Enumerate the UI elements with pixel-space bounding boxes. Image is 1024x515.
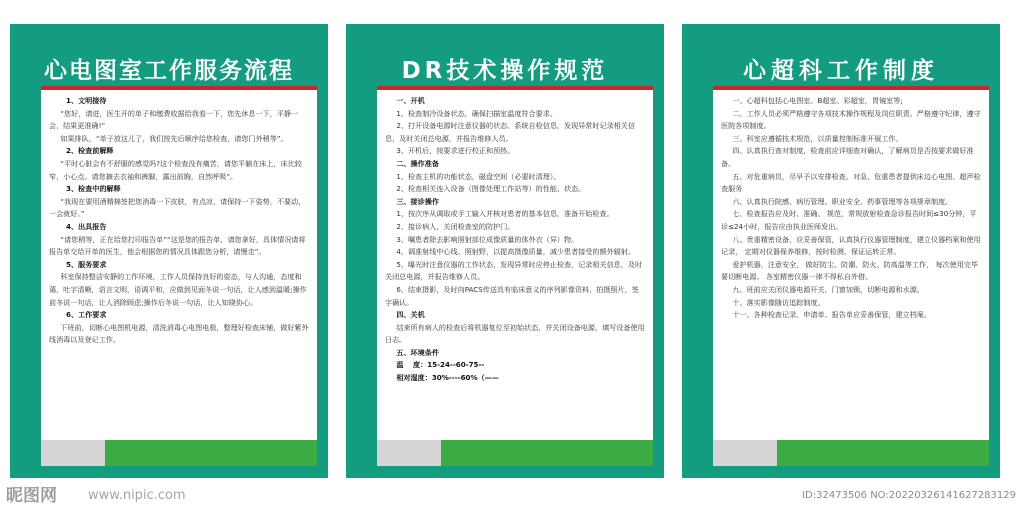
- paragraph: 4、调准射线中心线、照射野，以提高摄像质量，减少患者接受的额外辐射。: [396, 247, 635, 257]
- paragraph: “请您稍等，正在给您打印报告单”“这是您的报告单，请您拿好，具体情况请将报告单交给开单的医生，他会根据您的情况具体跟您分析，请慢走”。: [49, 234, 306, 257]
- footer-green-block: [441, 440, 653, 466]
- paragraph: 五、对危重病员，尽早予以安排检查。对急、危重患者提供床边心电图、超声检查服务: [721, 171, 981, 194]
- footer-green-block: [105, 440, 317, 466]
- paragraph: 下班前，切断心电图机电源，清洗消毒心电图电极，整理好检查床铺，做好紫外线消毒以及登记工作。: [49, 322, 309, 345]
- paragraph: 七、检查报告应及时、准确、 规范，常规放射检查急诊报告时间≤30分钟，平诊≤24小时，报告应由执业医师发出。: [721, 209, 977, 231]
- panel-body: [377, 90, 653, 385]
- section-heading: 四、关机: [396, 310, 425, 320]
- section-heading: 6、工作要求: [66, 310, 107, 320]
- paragraph: “您好，请进，医生开的单子和缴费收据给我看一下，您先休息一下，平静一会，结果更准确!”: [49, 108, 299, 131]
- paragraph: “我现在要用酒精棉签把您消毒一下皮肤，有点凉，请保持一下姿势，不要动，一会就好。”: [49, 196, 306, 219]
- content-card: [41, 86, 317, 466]
- watermark-id: ID:32473506 NO:20220326141627283129: [802, 490, 1016, 501]
- watermark-url: www.nipic.com: [88, 488, 186, 503]
- card-footer: [41, 440, 317, 466]
- paragraph: 如果排队，“单子放这儿了，我们按先后顺序给您检查，请您门外稍等”。: [60, 133, 288, 143]
- card-footer: [377, 440, 653, 466]
- footer-green-block: [777, 440, 989, 466]
- paragraph: 爱护机器，注意安全， 做好防尘、防潮、防火、防高温等工作， 每次使用完毕要切断电源。 各室精密仪器一律不得私自外借。: [721, 259, 979, 282]
- section-heading: 温 度：15-24--60-75--: [396, 360, 485, 370]
- paragraph: 2、接诊病人，关闭检查室的防护门。: [396, 221, 515, 231]
- paragraph: 九、班前应关闭仪器电源开关，门窗加锁，切断电源和水源。: [732, 284, 924, 294]
- paragraph: 六、认真执行院感、病历管理、职业安全、药事管理等各项规章制度。: [732, 196, 953, 206]
- paragraph: 1、检查主机的功能状态，磁盘空间（必要时清理）。: [396, 171, 561, 181]
- paragraph: 1、检查制冷设备状态，确保扫描室温度符合要求。: [396, 108, 557, 118]
- footer-gray-block: [713, 440, 777, 466]
- paragraph: 四、认真执行查对制度，检查前应详细查对确认，了解病员是否按要求做好准备。: [721, 146, 974, 168]
- section-heading: 3、检查中的解释: [66, 184, 121, 194]
- section-heading: 一、开机: [396, 96, 425, 105]
- card-footer: [713, 440, 989, 466]
- section-heading: 5、服务要求: [66, 259, 107, 269]
- footer-gray-block: [41, 440, 105, 466]
- footer-gray-block: [377, 440, 441, 466]
- paragraph: 十、落实影像随访追踪制度。: [732, 297, 825, 307]
- section-heading: 相对湿度：30%----60%（——: [396, 373, 499, 383]
- watermark-logo: 昵图网: [6, 486, 57, 506]
- panel-ecg: [10, 24, 328, 478]
- paragraph: “平时心脏会有不舒服的感觉吗?这个检查没有痛苦，请您平躺在床上，床比较窄，小心点。请您摘去衣袖和裤脚，露出前胸，自然呼吸”。: [49, 158, 302, 181]
- panel-body: [713, 90, 989, 322]
- paragraph: 5、曝光时注意仪器的工作状态，发现异常时应停止检查，记录相关信息，及时关闭总电源，并报告维修人员。: [385, 259, 643, 282]
- section-heading: 二、操作准备: [396, 158, 439, 168]
- paragraph: 2、检查相关连入设备（图像处理工作站等）的性能、状态。: [396, 184, 586, 194]
- paragraph: 八、贵重精密设备，应妥善保管，认真执行仪器管理制度，建立仪器档案和使用记录， 定期对仪器保养维修，按时检测，保证运转正常。: [721, 234, 981, 257]
- content-card: [713, 86, 989, 466]
- paragraph: 3、开机后，按要求进行校正和预热。: [396, 146, 515, 156]
- paragraph: 一、心超科包括心电图室、B超室、彩超室，胃镜室等;: [732, 96, 903, 105]
- panel-body: [41, 90, 317, 347]
- paragraph: 2、打开设备电源时注意仪器的状态、系统自检信息，发现异常时记录相关信息，及时关闭总电源，并报告维修人员。: [385, 121, 635, 143]
- section-heading: 五、环境条件: [396, 347, 439, 357]
- paragraph: 结束所有病人的检查后将机器复位至初始状态，并关闭设备电源，填写设备使用日志。: [385, 322, 645, 345]
- section-heading: 2、检查前解释: [66, 146, 114, 156]
- panel-title: DR技术操作规范: [401, 58, 609, 84]
- paragraph: 6、结束摄影，及时向PACS传送具有临床意义的序列影像资料，拍摄照片，签字确认。: [385, 284, 639, 307]
- paragraph: 科室保持整洁安静的工作环境，工作人员保持良好的姿态，与人沟通，态度和蔼，吐字清晰，语言文明，语调平和，应做到见面冬说一句话，让人感到温暖;操作前冬说一句话，让人消除顾虑;操作后冬说一句话，让人知晓协心。: [49, 272, 307, 307]
- paragraph: 三、科室应遵循技术规范，以质量控制标准开展工作。: [732, 133, 903, 143]
- paragraph: 十一、各种检查记录、申请单、报告单应妥善保管，建立档案。: [732, 310, 931, 320]
- section-heading: 4、出具报告: [66, 221, 107, 231]
- panel-echo: [682, 24, 1000, 478]
- paragraph: 1、按次序从调取或手工输入并核对患者的基本信息，准备开始检查。: [396, 209, 614, 219]
- panel-title: 心电图室工作服务流程: [44, 58, 294, 84]
- paragraph: 3、嘱患者除去影响照射部位成像质量的体外衣（异）物。: [396, 234, 579, 244]
- section-heading: 1、文明接待: [66, 96, 107, 105]
- paragraph: 二、工作人员必须严格遵守各项技术操作规程及岗位职责。严格遵守纪律，遵守医院各项制度。: [721, 108, 981, 131]
- section-heading: 三、接诊操作: [396, 196, 439, 206]
- panel-dr: [346, 24, 664, 478]
- content-card: [377, 86, 653, 466]
- panel-title: 心超科工作制度: [743, 58, 939, 84]
